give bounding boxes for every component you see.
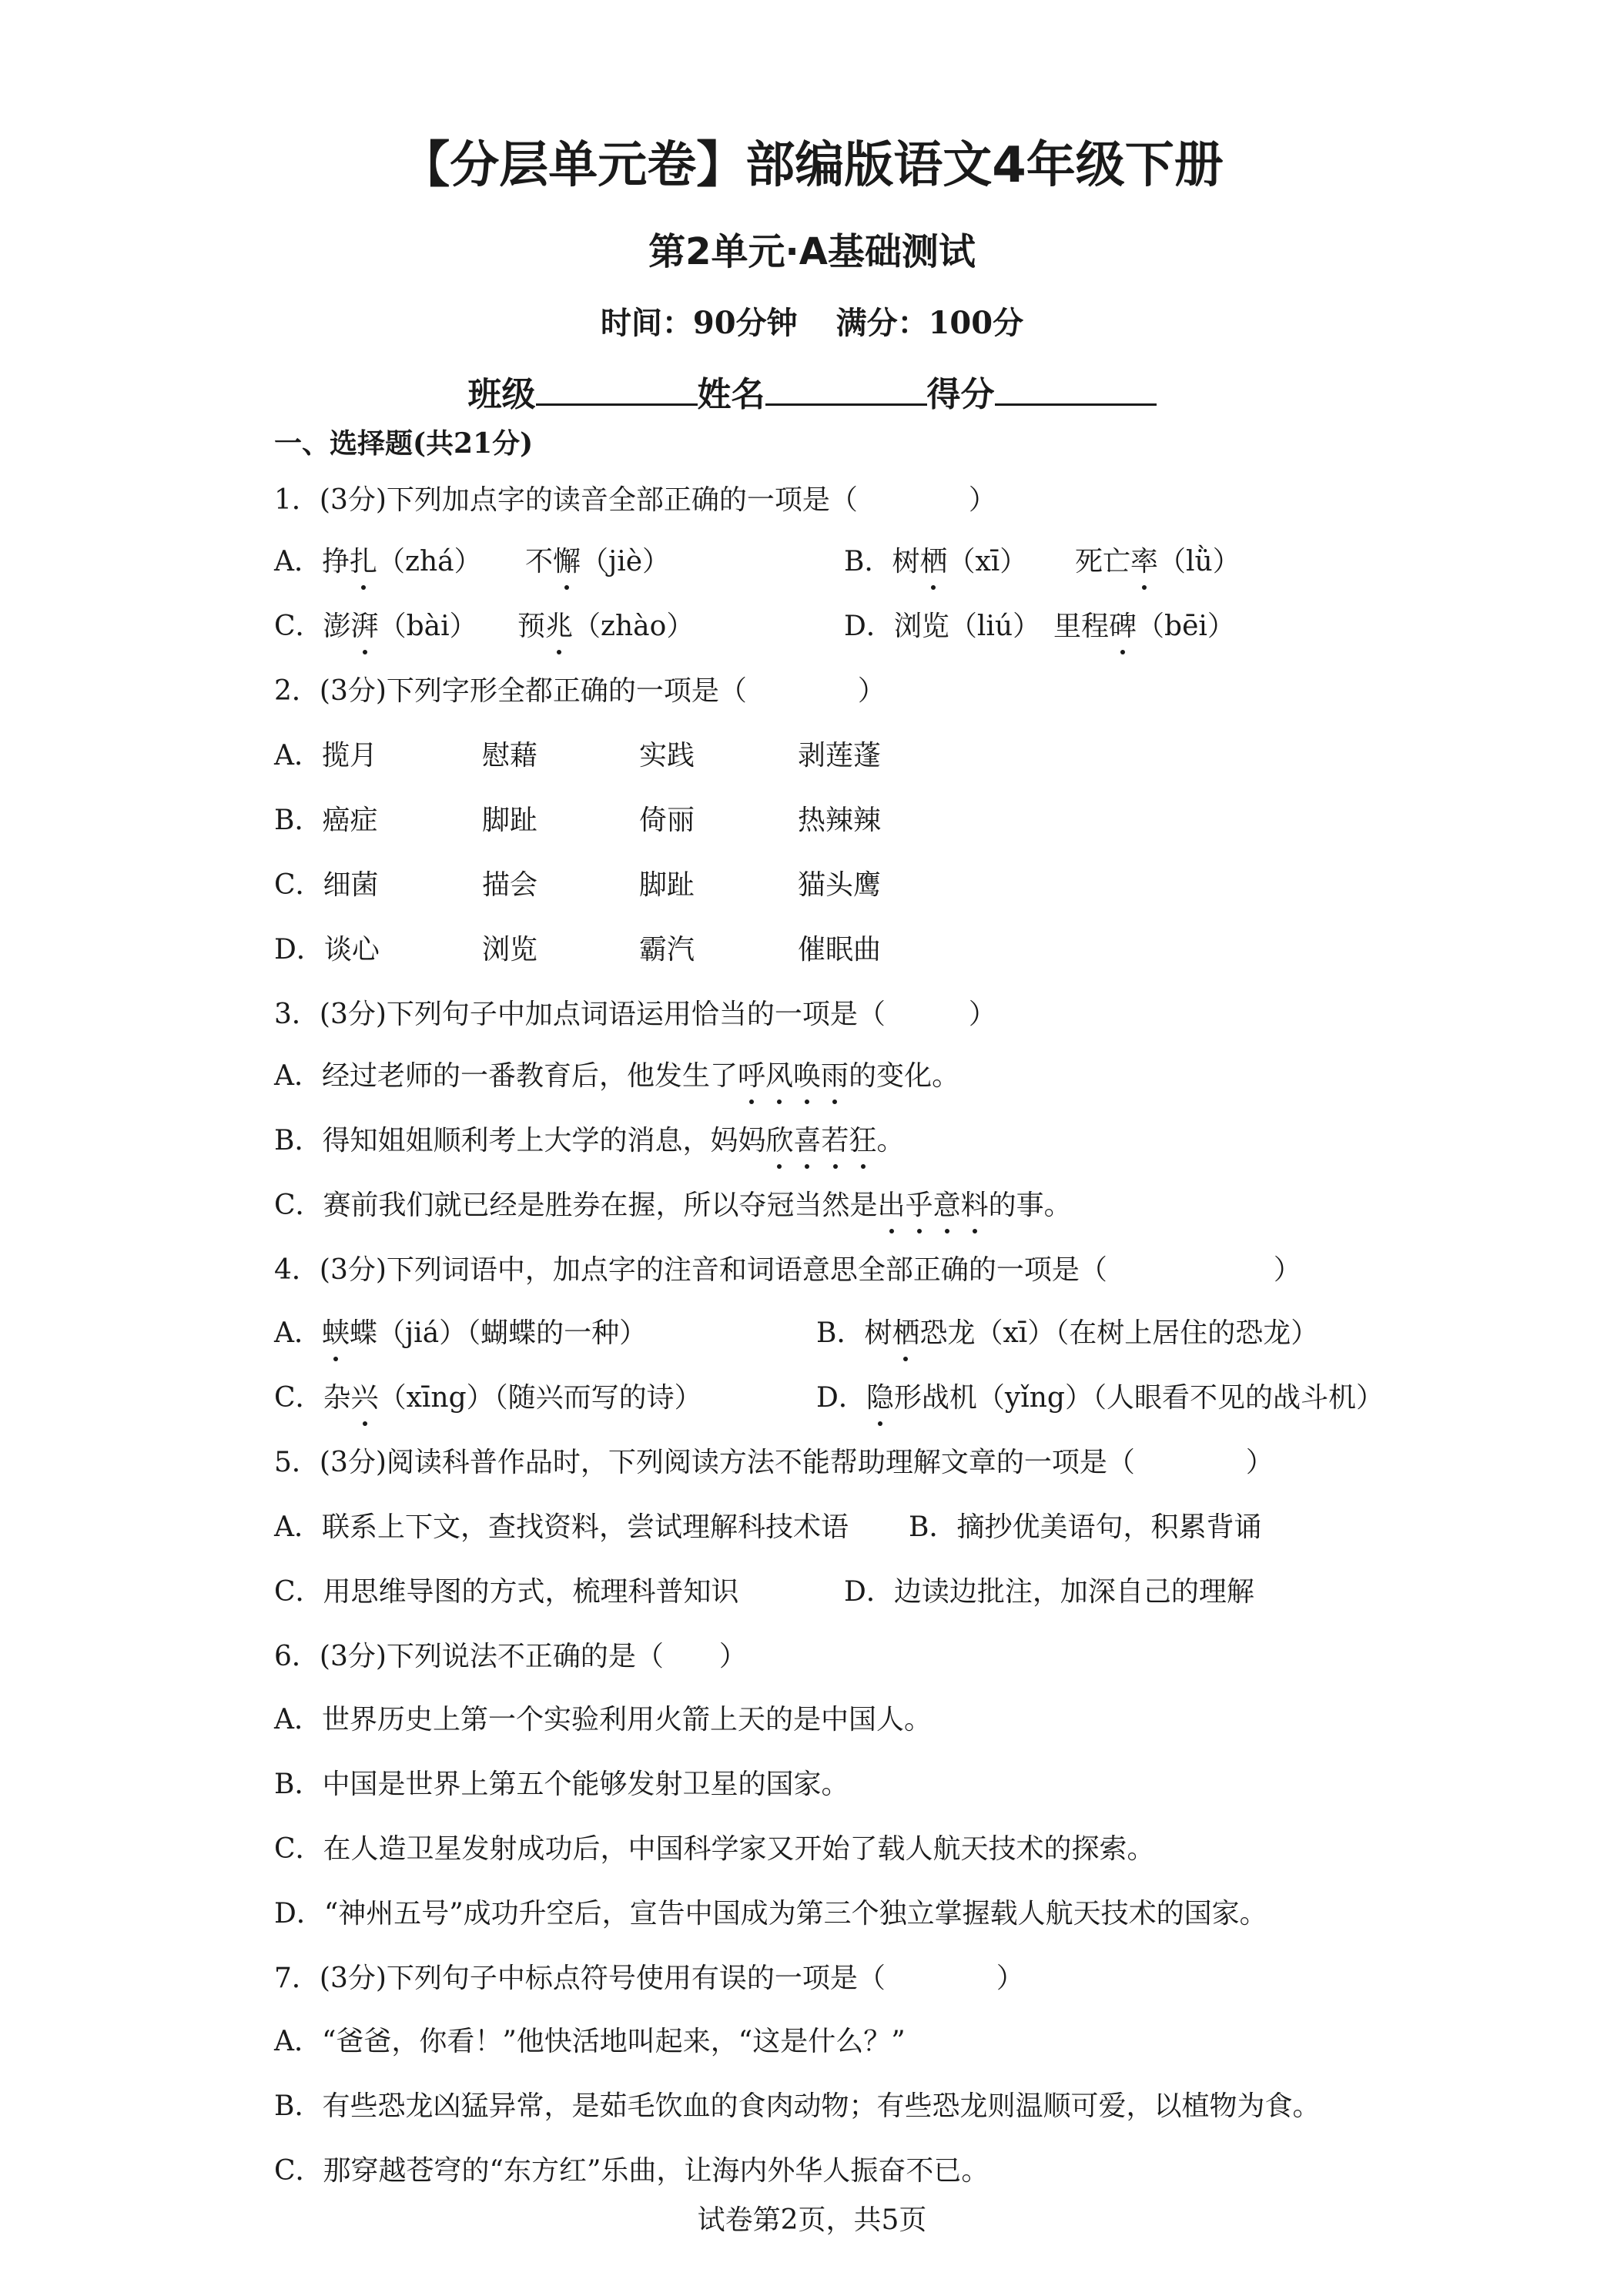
q2-d-4: 催眠曲: [798, 934, 882, 966]
q1-stem: 1．(3分)下列加点字的读音全部正确的一项是（ ）: [274, 484, 996, 516]
dotted-char: 唤: [793, 1055, 821, 1098]
q3-stem: 3．(3分)下列句子中加点词语运用恰当的一项是（ ）: [274, 999, 996, 1030]
q2-d-3: 霸汽: [639, 934, 695, 966]
q7-option-b: B．有些恐龙凶猛异常，是茹毛饮血的食肉动物；有些恐龙则温顺可爱，以植物为食。: [274, 2090, 1321, 2122]
dotted-char: 喜: [793, 1120, 821, 1163]
dotted-word: [878, 1190, 989, 1221]
q7-stem: 7．(3分)下列句子中标点符号使用有误的一项是（ ）: [274, 1963, 1024, 1994]
q7-option-a: A．“爸爸，你看！”他快活地叫起来，“这是什么？”: [274, 2026, 906, 2057]
q6-stem: 6．(3分)下列说法不正确的是（ ）: [274, 1641, 747, 1672]
q3-option-a: A．经过老师的一番教育后，他发生了呼风唤雨的变化。: [274, 1055, 959, 1098]
q4-option-a: A．蛱蝶（jiá）（蝴蝶的一种）: [274, 1312, 647, 1355]
q6-option-d: D．“神州五号”成功升空后，宣告中国成为第三个独立掌握载人航天技术的国家。: [274, 1898, 1267, 1930]
section-heading: 一、选择题(共21分): [274, 427, 534, 460]
q5-option-b: B．摘抄优美语句，积累背诵: [909, 1511, 1262, 1543]
q2-c-2: 描会: [482, 869, 538, 901]
score-label: 得分: [926, 375, 995, 414]
q1-option-a: A．挣扎（zhá）: [274, 541, 482, 584]
exam-time: 时间：90分钟: [600, 305, 798, 341]
q2-b-1: B．癌症: [274, 805, 378, 836]
exam-full-score: 满分：100分: [835, 305, 1024, 341]
q6-option-a: A．世界历史上第一个实验利用火箭上天的是中国人。: [274, 1704, 932, 1735]
q6-option-c: C．在人造卫星发射成功后，中国科学家又开始了载人航天技术的探索。: [274, 1833, 1155, 1865]
q6-option-b: B．中国是世界上第五个能够发射卫星的国家。: [274, 1769, 849, 1800]
q3-option-c: C．赛前我们就已经是胜券在握，所以夺冠当然是出乎意料的事。: [274, 1184, 1072, 1227]
q2-a-1: A．揽月: [274, 740, 377, 771]
q4-option-b: B．树栖恐龙（xī）（在树上居住的恐龙）: [816, 1312, 1318, 1355]
student-info-line: [0, 366, 1624, 420]
q1-option-b-2: 死亡率（lǜ）: [1075, 541, 1241, 584]
dotted-char: 若: [822, 1120, 849, 1163]
q1-option-d-2: 里程碑（bēi）: [1053, 605, 1235, 648]
q2-c-4: 猫头鹰: [798, 869, 882, 901]
q2-a-3: 实践: [639, 740, 695, 771]
q2-d-1: D．谈心: [274, 934, 380, 966]
dotted-word: [738, 1060, 849, 1092]
dotted-char: 料: [961, 1184, 989, 1227]
q1-option-b: B．树栖（xī）: [844, 541, 1027, 584]
q4-stem: 4．(3分)下列词语中，加点字的注音和词语意思全部正确的一项是（ ）: [274, 1254, 1301, 1286]
dotted-char: 乎: [906, 1184, 933, 1227]
q5-option-c: C．用思维导图的方式，梳理科普知识: [274, 1576, 739, 1608]
q7-option-c: C．那穿越苍穹的“东方红”乐曲，让海内外华人振奋不已。: [274, 2155, 989, 2187]
q2-b-3: 倚丽: [639, 805, 695, 836]
q2-b-4: 热辣辣: [798, 805, 882, 836]
q4-option-c: C．杂兴（xīng）（随兴而写的诗）: [274, 1377, 702, 1420]
q1-option-c: C．澎湃（bài）: [274, 605, 477, 648]
q2-d-2: 浏览: [482, 934, 538, 966]
dotted-char: 雨: [821, 1055, 849, 1098]
q1-option-c-2: 预兆（zhào）: [517, 605, 694, 648]
dotted-char: 狂: [849, 1120, 877, 1163]
class-blank[interactable]: [536, 366, 698, 406]
q1-option-a-2: 不懈（jiè）: [525, 541, 670, 584]
dotted-word: [765, 1125, 876, 1156]
q3-option-b: B．得知姐姐顺利考上大学的消息，妈妈欣喜若狂。: [274, 1120, 905, 1163]
name-label: 姓名: [697, 375, 765, 414]
score-blank[interactable]: [995, 366, 1157, 406]
q2-stem: 2．(3分)下列字形全都正确的一项是（ ）: [274, 675, 886, 707]
dotted-char: 意: [933, 1184, 961, 1227]
q2-c-3: 脚趾: [639, 869, 695, 901]
exam-time-score: [0, 300, 1624, 346]
q2-c-1: C．细菌: [274, 869, 379, 901]
q4-option-d: D．隐形战机（yǐng）（人眼看不见的战斗机）: [816, 1377, 1384, 1420]
dotted-char: 欣: [765, 1120, 793, 1163]
q5-option-a: A．联系上下文，查找资料，尝试理解科技术语: [274, 1511, 849, 1543]
q2-a-2: 慰藉: [482, 740, 538, 771]
dotted-char: 出: [878, 1184, 906, 1227]
q2-b-2: 脚趾: [482, 805, 538, 836]
dotted-char: 呼: [738, 1055, 765, 1098]
page-footer: 试卷第2页，共5页: [697, 2204, 927, 2236]
class-label: 班级: [467, 375, 536, 414]
q5-stem: 5．(3分)阅读科普作品时，下列阅读方法不能帮助理解文章的一项是（ ）: [274, 1447, 1274, 1478]
page-subtitle: 第2单元·A基础测试: [648, 230, 976, 273]
q1-option-d: D．浏览（liú）: [844, 611, 1041, 642]
dotted-char: 风: [765, 1055, 793, 1098]
q5-option-d: D．边读边批注，加深自己的理解: [844, 1576, 1254, 1608]
page-title: 【分层单元卷】部编版语文4年级下册: [400, 137, 1224, 194]
q2-a-4: 剥莲蓬: [798, 740, 882, 771]
name-blank[interactable]: [765, 366, 927, 406]
